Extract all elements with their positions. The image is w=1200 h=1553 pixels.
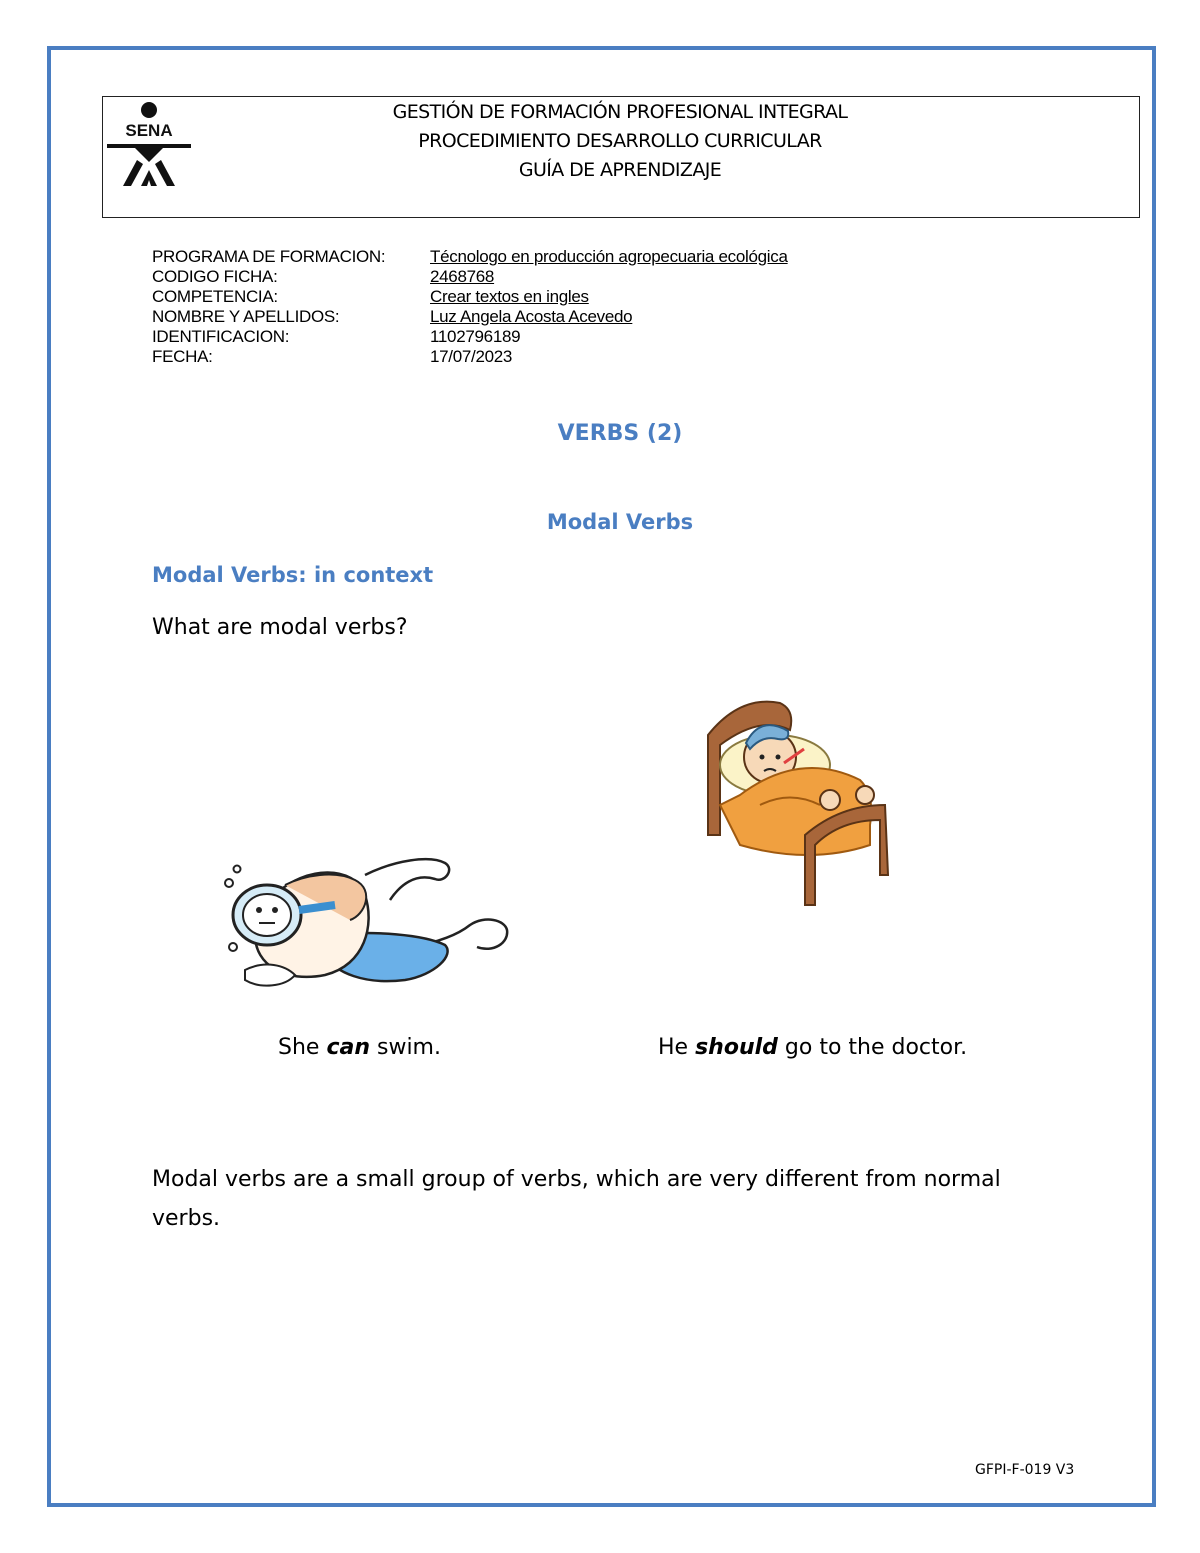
info-row-name [152,307,788,327]
caption-text: He [658,1035,696,1060]
student-info [152,247,788,367]
caption-doctor [658,1035,967,1060]
header-title-block [300,98,940,185]
info-row-competence [152,287,788,307]
explanation-paragraph: Modal verbs are a small group of verbs, which are very different from normal verbs. [152,1167,1001,1231]
info-label: PROGRAMA DE FORMACION: [152,247,386,266]
info-label: FECHA: [152,347,213,366]
header-line-1: GESTIÓN DE FORMACIÓN PROFESIONAL INTEGRAL [392,101,848,123]
caption-text: go to the doctor. [777,1035,968,1060]
info-row-date [152,347,788,367]
caption-text: swim. [370,1035,441,1060]
swimming-girl-illustration [215,855,515,995]
info-value: 1102796189 [430,327,521,346]
info-row-program [152,247,788,267]
info-row-code [152,267,788,287]
info-value: Crear textos en ingles [430,287,589,306]
info-label: IDENTIFICACION: [152,327,290,346]
sick-boy-in-bed-illustration [700,695,895,910]
info-value: 17/07/2023 [430,347,513,366]
section-title: Modal Verbs [546,510,694,534]
info-label: CODIGO FICHA: [152,267,278,286]
info-value: Luz Angela Acosta Acevedo [430,307,633,326]
section-subtitle: Modal Verbs: in context [152,563,434,587]
sena-logo [103,100,195,188]
svg-text:SENA: SENA [125,121,173,140]
modal-verb-can: can [326,1035,370,1060]
modal-verb-should: should [695,1035,778,1060]
header-line-2: PROCEDIMIENTO DESARROLLO CURRICULAR [418,130,822,152]
info-label: NOMBRE Y APELLIDOS: [152,307,340,326]
info-value: Técnologo en producción agropecuaria ecológica [430,247,788,266]
caption-swim [278,1035,441,1060]
info-value: 2468768 [430,267,495,286]
document-code: GFPI-F-019 V3 [975,1462,1075,1478]
info-row-id [152,327,788,347]
question-text: What are modal verbs? [152,615,408,640]
caption-text: She [278,1035,327,1060]
header-line-3: GUÍA DE APRENDIZAJE [518,159,722,181]
page-title: VERBS (2) [557,421,683,446]
info-label: COMPETENCIA: [152,287,278,306]
